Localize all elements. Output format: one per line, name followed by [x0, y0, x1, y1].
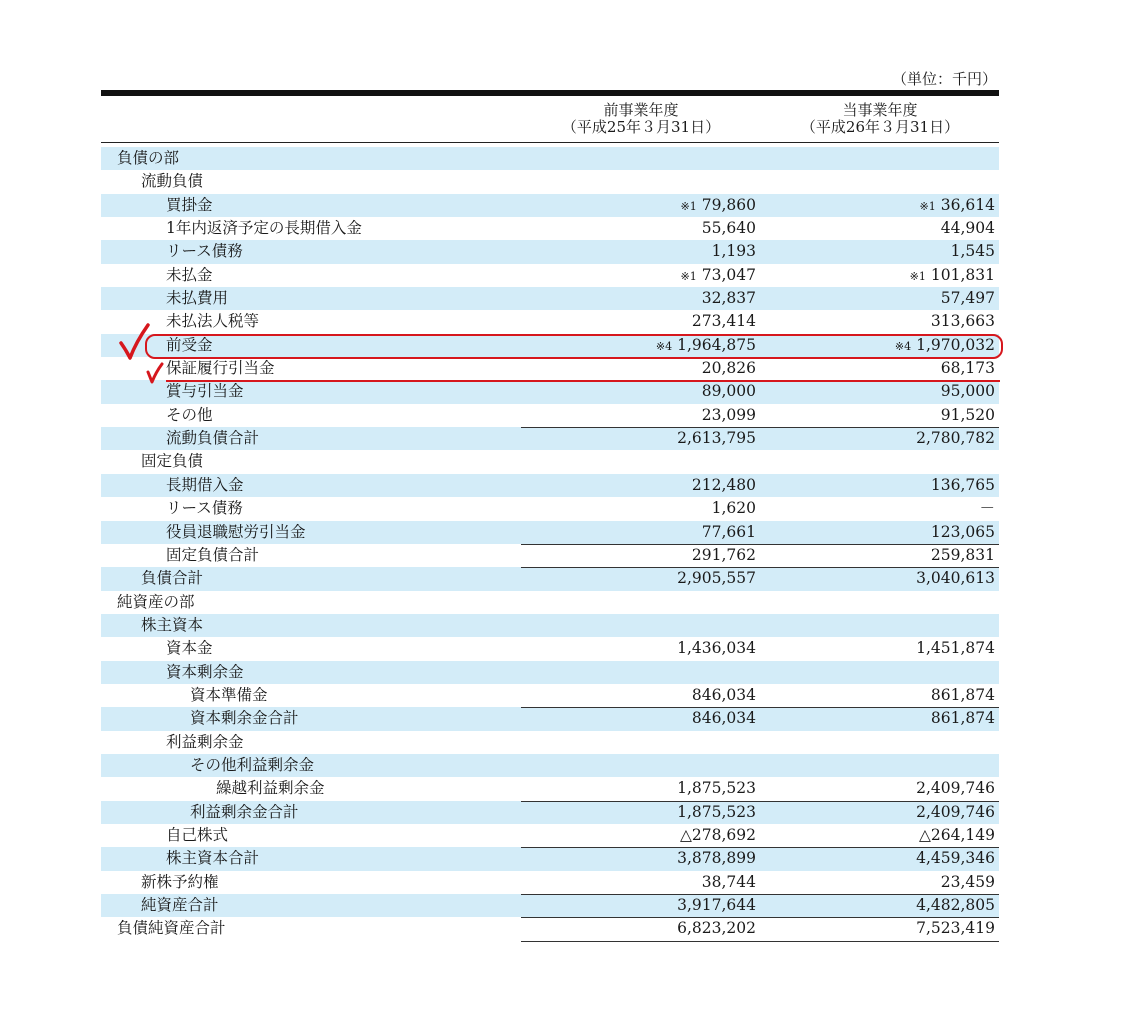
- row-label: 流動負債: [141, 172, 204, 191]
- current-year-value: [755, 242, 995, 261]
- row-label: 役員退職慰労引当金: [166, 522, 306, 541]
- row-label: その他: [166, 405, 213, 424]
- column-title: 当事業年度: [842, 101, 918, 119]
- row-label: 繰越利益剰余金: [216, 779, 325, 798]
- previous-year-value: [516, 196, 756, 216]
- amount: 259,831: [930, 545, 995, 564]
- amount: 44,904: [940, 219, 995, 238]
- amount: 73,047: [701, 265, 756, 284]
- table-row: [101, 567, 999, 590]
- current-year-value: [755, 803, 995, 822]
- table-row: [101, 310, 999, 333]
- amount: 4,482,805: [916, 896, 995, 914]
- current-year-value: [755, 779, 995, 798]
- previous-year-value: [516, 266, 756, 286]
- row-label: 買掛金: [166, 195, 213, 214]
- previous-year-value: [516, 896, 756, 915]
- table-row: [101, 731, 999, 754]
- table-row: [101, 894, 999, 917]
- table-row: [101, 801, 999, 824]
- amount: 1,620: [711, 499, 756, 518]
- amount: 861,874: [930, 709, 995, 728]
- table-row: [101, 847, 999, 870]
- amount: 136,765: [930, 475, 995, 494]
- row-label: 自己株式: [166, 825, 229, 844]
- row-label: 固定負債合計: [166, 545, 260, 564]
- previous-year-value: [516, 382, 756, 401]
- row-label: 負債純資産合計: [117, 919, 226, 938]
- row-label: 保証履行引当金: [166, 359, 275, 378]
- amount: 57,497: [940, 289, 995, 308]
- unit-label: （単位：千円）: [891, 70, 997, 88]
- table-row: [101, 777, 999, 800]
- amount: 79,860: [701, 195, 756, 214]
- row-label: 長期借入金: [166, 475, 244, 494]
- table-row: [101, 450, 999, 473]
- amount: 1,875,523: [677, 802, 756, 821]
- amount: 55,640: [701, 219, 756, 238]
- current-year-value: [755, 312, 995, 331]
- current-year-value: [755, 709, 995, 728]
- table-row: [101, 871, 999, 894]
- note-reference: ※1: [680, 199, 697, 213]
- row-label: 前受金: [166, 335, 213, 354]
- column-date: （平成25年３月31日）: [561, 118, 721, 136]
- row-label: 資本剰余金合計: [190, 709, 299, 728]
- amount: 1,964,875: [677, 335, 756, 354]
- column-header-previous-year: [541, 102, 741, 136]
- row-label: 流動負債合計: [166, 429, 260, 448]
- amount: 101,831: [930, 265, 995, 284]
- previous-year-value: [516, 312, 756, 331]
- amount: 7,523,419: [916, 919, 995, 938]
- row-label: 未払費用: [166, 289, 229, 308]
- previous-year-value: [516, 709, 756, 728]
- note-reference: ※1: [680, 269, 697, 283]
- amount: 2,613,795: [677, 429, 756, 448]
- header-rule: [101, 142, 999, 143]
- amount: 68,173: [940, 359, 995, 378]
- current-year-value: [755, 219, 995, 238]
- amount: 291,762: [691, 545, 756, 564]
- amount: 77,661: [701, 522, 756, 541]
- amount: 3,878,899: [677, 849, 756, 868]
- row-label: 資本金: [166, 639, 213, 658]
- current-year-value: [755, 523, 995, 542]
- amount: 23,459: [940, 872, 995, 891]
- current-year-value: [755, 476, 995, 495]
- table-row: [101, 194, 999, 217]
- current-year-value: [755, 196, 995, 216]
- amount: 212,480: [691, 475, 756, 494]
- amount: 32,837: [701, 289, 756, 308]
- table-row: [101, 497, 999, 520]
- amount: 861,874: [930, 685, 995, 704]
- table-row: [101, 754, 999, 777]
- previous-year-value: [516, 779, 756, 798]
- previous-year-value: [516, 476, 756, 495]
- amount: △278,692: [679, 825, 756, 844]
- amount: 36,614: [940, 195, 995, 214]
- note-reference: ※4: [894, 339, 912, 353]
- previous-year-value: [516, 429, 756, 448]
- amount: 89,000: [701, 382, 756, 401]
- row-label: 1年内返済予定の長期借入金: [166, 219, 362, 238]
- previous-year-value: [516, 289, 756, 308]
- current-year-value: [755, 289, 995, 308]
- table-row: [101, 287, 999, 310]
- current-year-value: [755, 406, 995, 425]
- amount: 1,545: [950, 242, 995, 261]
- amount: 846,034: [691, 709, 756, 728]
- table-row: [101, 147, 999, 170]
- previous-year-value: [516, 919, 756, 938]
- previous-year-value: [516, 242, 756, 261]
- amount: 6,823,202: [677, 919, 756, 938]
- table-row: [101, 637, 999, 660]
- amount: 2,780,782: [916, 429, 995, 448]
- current-year-value: [755, 336, 995, 356]
- previous-year-value: [516, 686, 756, 705]
- row-label: 固定負債: [141, 452, 204, 471]
- current-year-value: [755, 429, 995, 448]
- previous-year-value: [516, 873, 756, 892]
- amount: 2,409,746: [916, 802, 995, 821]
- row-label: 負債の部: [117, 149, 180, 167]
- previous-year-value: [516, 849, 756, 868]
- row-label: 負債合計: [141, 569, 204, 588]
- amount: 273,414: [691, 312, 756, 331]
- table-row: [101, 614, 999, 637]
- table-row: [101, 334, 999, 357]
- amount: 846,034: [691, 685, 756, 704]
- row-label: 株主資本: [141, 615, 204, 634]
- amount: 2,905,557: [677, 569, 756, 588]
- table-top-rule: [101, 90, 999, 96]
- note-reference: ※1: [909, 269, 926, 283]
- row-label: 資本準備金: [190, 685, 268, 704]
- current-year-value: [755, 569, 995, 588]
- amount: 2,409,746: [916, 779, 995, 798]
- current-year-value: [755, 382, 995, 401]
- column-date: （平成26年３月31日）: [800, 118, 960, 136]
- row-label: 純資産の部: [117, 592, 195, 611]
- amount: 1,875,523: [677, 779, 756, 798]
- amount: 3,917,644: [677, 896, 756, 914]
- table-row: [101, 404, 999, 427]
- current-year-value: [755, 546, 995, 565]
- table-row: [101, 217, 999, 240]
- table-row: [101, 521, 999, 544]
- previous-year-value: [516, 826, 756, 845]
- amount: 1,193: [711, 242, 756, 261]
- current-year-value: [755, 266, 995, 286]
- previous-year-value: [516, 546, 756, 565]
- amount: 91,520: [940, 405, 995, 424]
- balance-sheet-rows: [101, 147, 999, 941]
- table-row: [101, 684, 999, 707]
- amount: 313,663: [930, 312, 995, 331]
- row-label: 利益剰余金合計: [190, 802, 299, 821]
- row-label: リース債務: [166, 242, 243, 261]
- table-row: [101, 661, 999, 684]
- table-row: [101, 357, 999, 380]
- note-reference: ※4: [655, 339, 673, 353]
- current-year-value: [755, 873, 995, 892]
- table-row: [101, 544, 999, 567]
- amount: 4,459,346: [916, 849, 995, 868]
- previous-year-value: [516, 499, 756, 518]
- amount: 38,744: [701, 872, 756, 891]
- previous-year-value: [516, 219, 756, 238]
- row-label: リース債務: [166, 499, 243, 518]
- row-label: 純資産合計: [141, 896, 219, 914]
- row-label: 利益剰余金: [166, 732, 244, 751]
- amount: 95,000: [940, 382, 995, 401]
- previous-year-value: [516, 523, 756, 542]
- previous-year-value: [516, 359, 756, 378]
- column-header-current-year: [780, 102, 980, 136]
- current-year-value: [755, 826, 995, 845]
- column-title: 前事業年度: [603, 101, 679, 119]
- current-year-value: [755, 499, 995, 518]
- note-reference: ※1: [919, 199, 936, 213]
- row-label: その他利益剰余金: [190, 755, 315, 774]
- current-year-value: [755, 639, 995, 658]
- amount: 20,826: [701, 359, 756, 378]
- previous-year-value: [516, 569, 756, 588]
- previous-year-value: [516, 639, 756, 658]
- table-row: [101, 170, 999, 193]
- previous-year-value: [516, 336, 756, 356]
- table-row: [101, 427, 999, 450]
- row-label: 賞与引当金: [166, 382, 244, 401]
- table-row: [101, 264, 999, 287]
- amount: 1,436,034: [677, 639, 756, 658]
- amount: 3,040,613: [916, 569, 995, 588]
- table-row: [101, 707, 999, 730]
- table-row: [101, 474, 999, 497]
- current-year-value: [755, 849, 995, 868]
- table-row: [101, 240, 999, 263]
- row-label: 未払金: [166, 265, 213, 284]
- table-row: [101, 824, 999, 847]
- amount: 1,970,032: [916, 335, 995, 354]
- row-label: 株主資本合計: [166, 849, 260, 868]
- current-year-value: [755, 919, 995, 938]
- current-year-value: [755, 359, 995, 378]
- current-year-value: [755, 896, 995, 915]
- current-year-value: [755, 686, 995, 705]
- amount: 123,065: [930, 522, 995, 541]
- amount: 1,451,874: [916, 639, 995, 658]
- amount: 23,099: [701, 405, 756, 424]
- row-label: 未払法人税等: [166, 312, 260, 331]
- previous-year-value: [516, 406, 756, 425]
- amount: －: [979, 499, 995, 518]
- previous-year-value: [516, 803, 756, 822]
- table-row: [101, 380, 999, 403]
- row-label: 資本剰余金: [166, 662, 244, 681]
- table-row: [101, 591, 999, 614]
- table-row: [101, 917, 999, 940]
- row-label: 新株予約権: [141, 872, 219, 891]
- amount: △264,149: [918, 825, 995, 844]
